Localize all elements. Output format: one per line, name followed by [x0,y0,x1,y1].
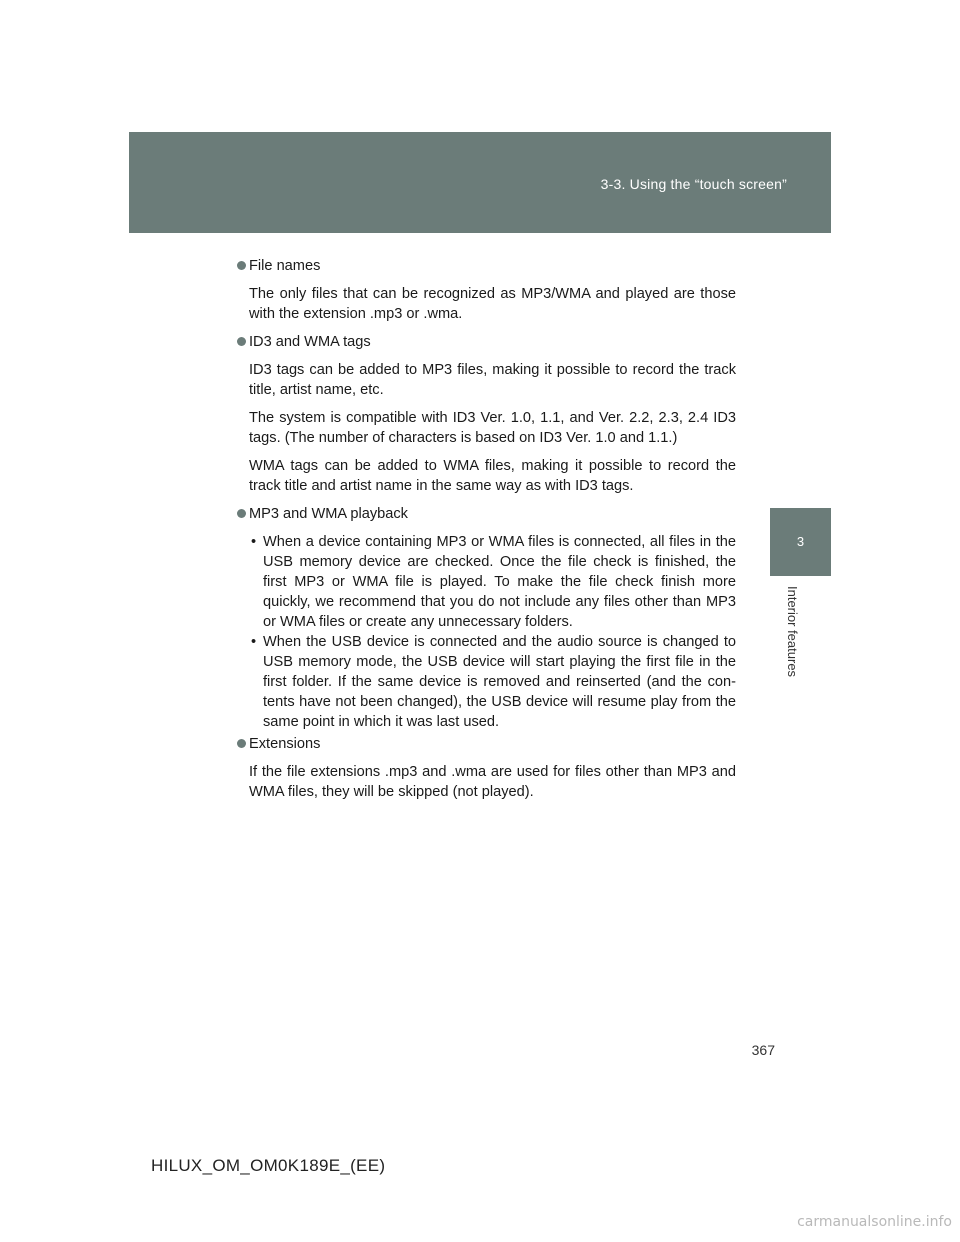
paragraph: The only files that can be recognized as MP3/WMA and played are those with the extension .mp3 or .wma. [249,286,736,322]
bullet-icon [237,509,246,518]
paragraph: WMA tags can be added to WMA files, making it possible to record the track title and artist name in the same way as with ID3 tags. [249,458,736,494]
document-code: HILUX_OM_OM0K189E_(EE) [151,1156,386,1175]
section-id3-wma-tags [236,332,736,496]
bullet-icon [237,261,246,270]
section-heading: Extensions [249,736,321,752]
bullet-icon [237,337,246,346]
chapter-label [782,586,802,696]
section-title: 3-3. Using the “touch screen” [600,176,787,192]
paragraph: If the file extensions .mp3 and .wma are used for files other than MP3 and WMA files, they will be skipped (not played). [249,764,736,800]
section-heading: File names [249,258,321,274]
section-playback [236,504,736,732]
section-extensions [236,734,736,802]
paragraph: The system is compatible with ID3 Ver. 1.0, 1.1, and Ver. 2.2, 2.3, 2.4 ID3 tags. (The number of characters is based on ID3 Ver. 1.0 and 1.1.) [249,410,736,446]
paragraph: ID3 tags can be added to MP3 files, making it possible to record the track title, artist name, etc. [249,362,736,398]
chapter-number: 3 [796,534,805,549]
sub-list [249,532,736,732]
list-item [249,532,736,632]
watermark: carmanualsonline.info [797,1214,952,1230]
list-marker: • [251,534,257,550]
section-heading: ID3 and WMA tags [249,334,371,350]
content-body [236,256,736,810]
page-number: 367 [751,1042,775,1058]
chapter-tab [770,508,831,576]
section-heading: MP3 and WMA playback [249,506,408,522]
list-item-text: When the USB device is connected and the audio source is changed to USB memory mode, the USB device will start playing the first file in the first folder. If the same device is removed and reinserted (and the con-tents have not been changed), the USB device will resume play from the same point in which it was last used. [263,634,736,730]
list-marker: • [251,634,257,650]
header-band [129,132,831,233]
bullet-icon [237,739,246,748]
chapter-label-text: Interior features [785,586,800,678]
list-item-text: When a device containing MP3 or WMA files is connected, all files in the USB memory device are checked. Once the file check is finished, the first MP3 or WMA file is played. To make the file check finish more quickly, we recommend that you do not include any files other than MP3 or WMA files or create any unnecessary folders. [263,534,736,630]
section-file-names [236,256,736,324]
list-item [249,632,736,732]
